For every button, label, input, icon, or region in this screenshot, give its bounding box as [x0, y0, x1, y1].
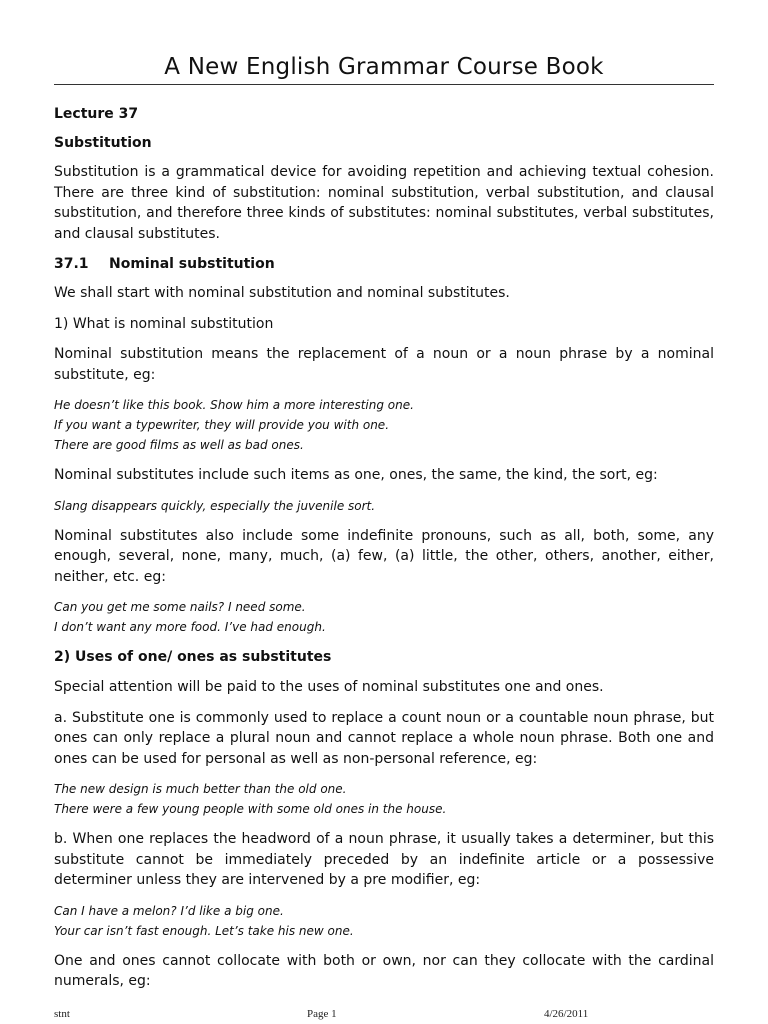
example-line: Your car isn’t fast enough. Let’s take his new one. — [54, 923, 354, 938]
example-group-2 — [54, 496, 714, 516]
point-a-paragraph: a. Substitute one is commonly used to replace a count noun or a countable noun phrase, but ones can only replace a plural noun and cannot replace a whole noun phrase. Both one and ones can be used for personal as well as non-personal reference, eg: — [54, 709, 714, 767]
attention-paragraph: Special attention will be paid to the uses of nominal substitutes one and ones. — [54, 679, 604, 695]
subsection-heading — [54, 254, 714, 274]
example-line: Can I have a melon? I’d like a big one. — [54, 903, 284, 918]
document-title: A New English Grammar Course Book — [164, 54, 604, 80]
header-rule — [54, 84, 714, 85]
example-group-5 — [54, 901, 714, 941]
point-b-paragraph: b. When one replaces the headword of a noun phrase, it usually takes a determiner, but this substitute cannot be immediately preceded by an indefinite article or a possessive determiner unless they are intervened by a pre modifier, eg: — [54, 831, 714, 888]
page-footer — [54, 1008, 714, 1024]
collocate-paragraph: One and ones cannot collocate with both or own, nor can they collocate with the cardinal numerals, eg: — [54, 952, 714, 989]
intro-paragraph: Substitution is a grammatical device for avoiding repetition and achieving textual cohesion. There are three kind of substitution: nominal substitution, verbal substitution, and clausal substitution, and therefore three kinds of substitutes: nominal substitutes, verbal substitutes, and clausal substitutes. — [54, 164, 714, 242]
example-line: Can you get me some nails? I need some. — [54, 600, 306, 614]
lecture-heading: Lecture 37 — [54, 106, 139, 122]
example-line: Slang disappears quickly, especially the juvenile sort. — [54, 498, 376, 513]
section-heading: Substitution — [54, 135, 152, 151]
example-group-4 — [54, 779, 714, 819]
start-paragraph: We shall start with nominal substitution and nominal substitutes. — [54, 285, 510, 301]
example-group-3 — [54, 597, 714, 637]
include-paragraph-2: Nominal substitutes also include some indefinite pronouns, such as all, both, some, any enough, several, none, many, much, (a) few, (a) little, the other, others, another, either, neither, etc. eg: — [54, 527, 714, 585]
example-line: If you want a typewriter, they will provide you with one. — [54, 418, 390, 432]
footer-date: 4/26/2011 — [544, 1008, 589, 1020]
subsection-title: Nominal substitution — [109, 256, 275, 272]
example-group-1 — [54, 395, 714, 455]
example-line: He doesn’t like this book. Show him a more interesting one. — [54, 398, 414, 412]
footer-author: stnt — [54, 1008, 70, 1020]
uses-heading: 2) Uses of one/ ones as substitutes — [54, 649, 332, 665]
example-line: I don’t want any more food. I’ve had enough. — [54, 620, 326, 634]
footer-page-number: Page 1 — [307, 1008, 337, 1020]
document-page — [54, 0, 714, 1024]
example-line: The new design is much better than the old one. — [54, 782, 347, 796]
example-line: There are good films as well as bad ones. — [54, 438, 304, 452]
include-paragraph-1: Nominal substitutes include such items as one, ones, the same, the kind, the sort, eg: — [54, 467, 658, 483]
example-line: There were a few young people with some old ones in the house. — [54, 802, 447, 816]
document-body — [54, 104, 714, 1002]
question-line: 1) What is nominal substitution — [54, 315, 274, 332]
subsection-number: 37.1 — [54, 256, 89, 272]
definition-paragraph: Nominal substitution means the replacement of a noun or a noun phrase by a nominal substitute, eg: — [54, 346, 714, 383]
